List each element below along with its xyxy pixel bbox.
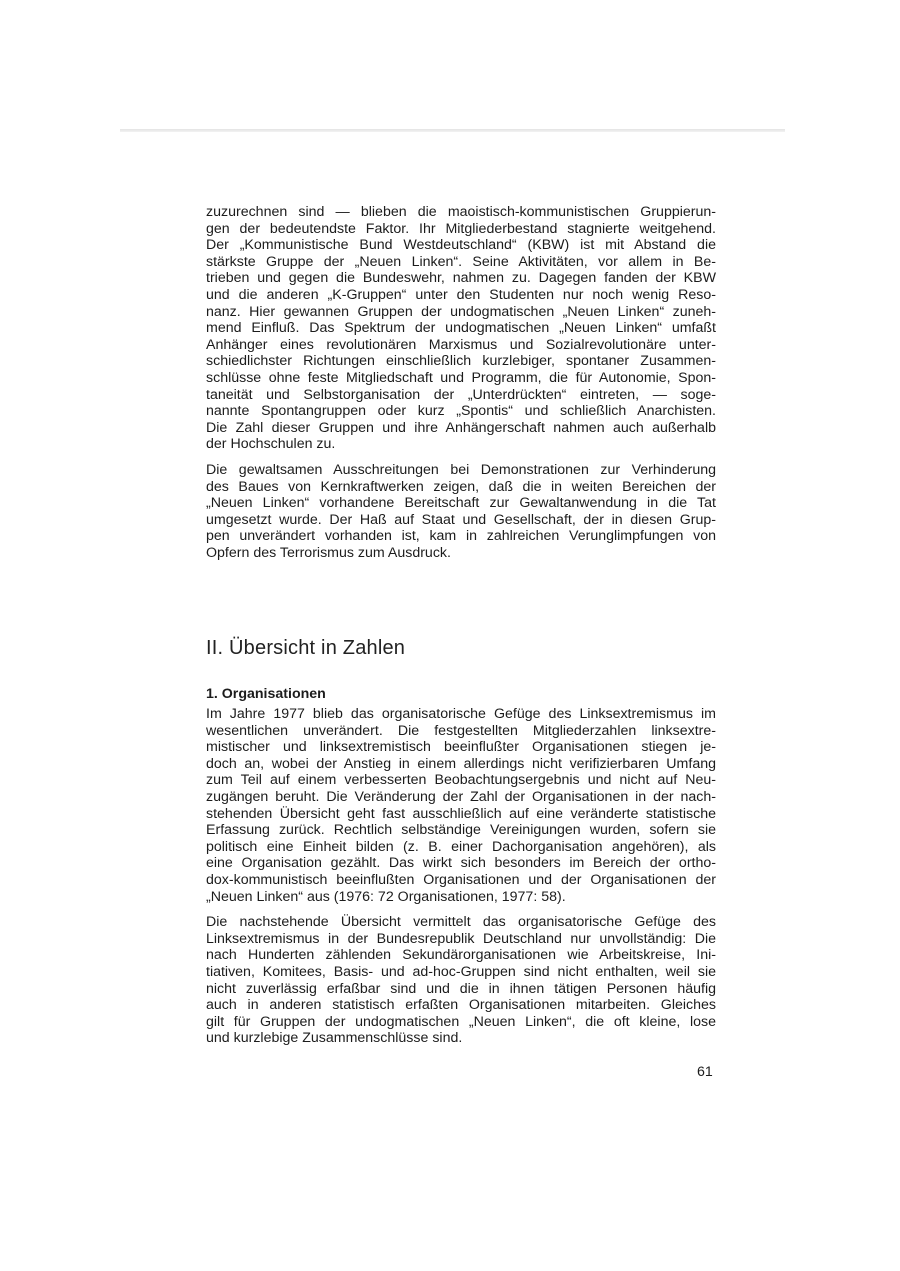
text-line: doch an, wobei der Anstieg in einem allerdings nicht verifizierbaren Umfang <box>206 755 716 772</box>
text-line: politisch eine Einheit bilden (z. B. einer Dachorganisation angehören), als <box>206 838 716 855</box>
paragraph <box>206 204 716 453</box>
text-line: Erfassung zurück. Rechtlich selbständige Vereinigungen wurden, sofern sie <box>206 822 716 839</box>
text-line: stehenden Übersicht geht fast ausschließlich auf eine veränderte statistische <box>206 805 716 822</box>
paragraph <box>206 706 716 905</box>
paragraph <box>206 462 716 562</box>
text-line: tiativen, Komitees, Basis- und ad-hoc-Gruppen sind nicht enthalten, weil sie <box>206 963 716 980</box>
text-line: „Neuen Linken“ vorhandene Bereitschaft zur Gewaltanwendung in die Tat <box>206 495 716 512</box>
text-line: Die gewaltsamen Ausschreitungen bei Demonstrationen zur Verhinderung <box>206 461 716 478</box>
text-line: Die Zahl dieser Gruppen und ihre Anhängerschaft nahmen auch außerhalb <box>206 419 716 436</box>
text-line: zum Teil auf einem verbesserten Beobachtungsergebnis und nicht auf Neu- <box>206 772 716 789</box>
text-line: und kurzlebige Zusammenschlüsse sind. <box>206 1030 463 1047</box>
paragraph <box>206 914 716 1047</box>
section-heading: II. Übersicht in Zahlen <box>206 637 406 659</box>
text-line: schiedlichster Richtungen einschließlich kurzlebiger, spontaner Zusammen- <box>206 353 716 370</box>
text-line: nannte Spontangruppen oder kurz „Spontis“ und schließlich Anarchisten. <box>206 403 716 420</box>
text-line: Im Jahre 1977 blieb das organisatorische Gefüge des Linksextremismus im <box>206 706 716 722</box>
text-line: dox-kommunistisch beeinflußten Organisationen und der Organisationen der <box>206 871 716 888</box>
text-line: Die nachstehende Übersicht vermittelt das organisatorische Gefüge des <box>206 914 716 931</box>
text-line: Linksextremismus in der Bundesrepublik Deutschland nur unvollständig: Die <box>206 930 716 947</box>
text-block-bottom <box>206 706 716 1047</box>
text-line: der Hochschulen zu. <box>206 436 336 453</box>
text-line: nanz. Hier gewannen Gruppen der undogmatischen „Neuen Linken“ zuneh- <box>206 303 716 320</box>
text-line: gen der bedeutendste Faktor. Ihr Mitgliederbestand stagnierte weitgehend. <box>206 220 716 237</box>
text-line: Opfern des Terrorismus zum Ausdruck. <box>206 544 451 561</box>
text-line: stärkste Gruppe der „Neuen Linken“. Seine Aktivitäten, vor allem in Be- <box>206 253 716 270</box>
page-top-edge <box>120 129 785 132</box>
text-line: taneität und Selbstorganisation der „Unterdrückten“ eintreten, — soge- <box>206 386 716 403</box>
text-line: schlüsse ohne feste Mitgliedschaft und Programm, die für Autonomie, Spon- <box>206 369 716 386</box>
text-line: nicht zuverlässig erfaßbar sind und die in ihnen tätigen Personen häufig <box>206 980 716 997</box>
text-line: pen unverändert vorhanden ist, kam in zahlreichen Verunglimpfungen von <box>206 528 716 545</box>
text-line: gilt für Gruppen der undogmatischen „Neuen Linken“, die oft kleine, lose <box>206 1013 716 1030</box>
text-line: zuzurechnen sind — blieben die maoistisch-kommunistischen Gruppierun- <box>206 204 716 220</box>
text-line: umgesetzt wurde. Der Haß auf Staat und Gesellschaft, der in diesen Grup- <box>206 511 716 528</box>
page-number: 61 <box>697 1064 713 1080</box>
text-line: wesentlichen unverändert. Die festgestellten Mitgliederzahlen linksextre- <box>206 722 716 739</box>
text-line: „Neuen Linken“ aus (1976: 72 Organisationen, 1977: 58). <box>206 888 566 905</box>
text-line: Anhänger eines revolutionären Marxismus und Sozialrevolutionäre unter- <box>206 336 716 353</box>
text-block-top <box>206 204 716 561</box>
text-line: eine Organisation gezählt. Das wirkt sich besonders im Bereich der ortho- <box>206 855 716 872</box>
text-line: und die anderen „K-Gruppen“ unter den Studenten nur noch wenig Reso- <box>206 286 716 303</box>
text-line: zugängen beruht. Die Veränderung der Zahl der Organisationen in der nach- <box>206 788 716 805</box>
text-line: Der „Kommunistische Bund Westdeutschland“ (KBW) ist mit Abstand die <box>206 237 716 254</box>
text-line: mistischer und linksextremistisch beeinflußter Organisationen stiegen je- <box>206 739 716 756</box>
text-line: nach Hunderten zählenden Sekundärorganisationen wie Arbeitskreise, Ini- <box>206 947 716 964</box>
text-line: des Baues von Kernkraftwerken zeigen, daß die in weiten Bereichen der <box>206 478 716 495</box>
text-line: trieben und gegen die Bundeswehr, nahmen zu. Dagegen fanden der KBW <box>206 270 716 287</box>
subsection-heading: 1. Organisationen <box>206 686 326 702</box>
text-line: mend Einfluß. Das Spektrum der undogmatischen „Neuen Linken“ umfaßt <box>206 320 716 337</box>
text-line: auch in anderen statistisch erfaßten Organisationen mitarbeiten. Gleiches <box>206 997 716 1014</box>
